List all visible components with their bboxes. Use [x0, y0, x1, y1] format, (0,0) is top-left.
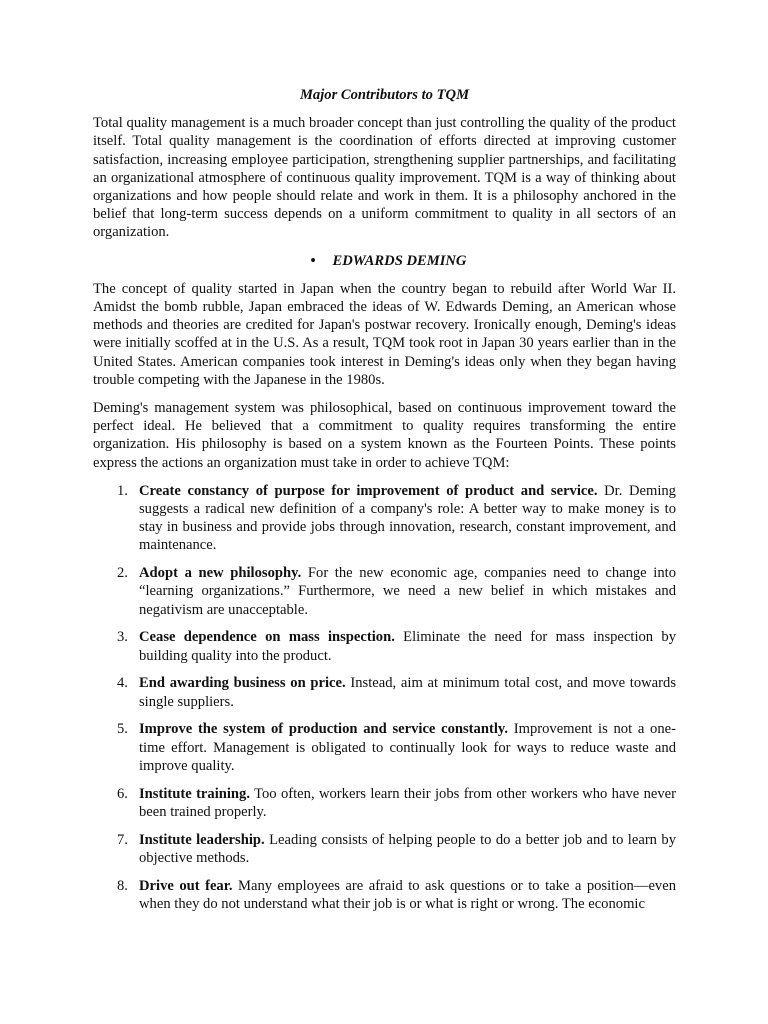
- list-item-text: [139, 720, 676, 775]
- list-item-text: [139, 674, 676, 710]
- list-item-lead: Institute leadership.: [139, 831, 265, 848]
- list-item: [93, 831, 676, 867]
- deming-paragraph-2: Deming's management system was philosophical, based on continuous improvement toward the perfect ideal. He believed that a commitment to quality requires transforming the entire organization. His philosophy is based on a system known as the Fourteen Points. These points express the actions an organization must take in order to achieve TQM:: [93, 400, 676, 471]
- list-item-number: 3.: [117, 629, 128, 646]
- list-item-lead: Adopt a new philosophy.: [139, 565, 302, 582]
- list-item-body: Instead, aim at minimum total cost, and move towards single suppliers.: [139, 675, 676, 710]
- list-item-text: [139, 564, 676, 619]
- list-item-body: Eliminate the need for mass inspection by building quality into the product.: [139, 629, 677, 664]
- list-item-text: [139, 877, 676, 913]
- list-item-text: [139, 628, 676, 664]
- list-item-number: 7.: [117, 831, 128, 848]
- section-heading-text: EDWARDS DEMING: [332, 252, 467, 269]
- list-item-text: [139, 785, 676, 821]
- section-heading: [93, 252, 676, 270]
- list-item-number: 4.: [117, 675, 128, 692]
- bullet-icon: •: [310, 252, 316, 269]
- list-item-text: [139, 482, 676, 555]
- list-item-lead: Create constancy of purpose for improvement of product and service.: [139, 482, 598, 499]
- fourteen-points-list: [93, 482, 676, 913]
- list-item-lead: Drive out fear.: [139, 877, 233, 894]
- list-item-lead: Institute training.: [139, 785, 250, 802]
- page-title: Major Contributors to TQM: [299, 87, 470, 103]
- list-item-body: Dr. Deming suggests a radical new definition of a company's role: A better way to make money is to stay in business and provide jobs through innovation, research, constant improvement, and maintenance.: [139, 482, 676, 554]
- list-item: [93, 877, 676, 913]
- list-item: [93, 720, 676, 775]
- list-item-body: Improvement is not a one-time effort. Management is obligated to continually look for ways to reduce waste and improve quality.: [139, 721, 676, 774]
- list-item: [93, 564, 676, 619]
- list-item-body: For the new economic age, companies need to change into “learning organizations.” Furthermore, we need a new belief in which mistakes and negativism are unacceptable.: [139, 565, 676, 618]
- list-item-text: [139, 831, 676, 867]
- list-item-number: 6.: [117, 785, 128, 802]
- list-item-number: 2.: [117, 565, 128, 582]
- list-item-lead: Cease dependence on mass inspection.: [139, 629, 395, 646]
- intro-paragraph: Total quality management is a much broader concept than just controlling the quality of the product itself. Total quality management is the coordination of efforts directed at improving customer satisfaction, increasing employee participation, strengthening supplier partnerships, and facilitating an organizational atmosphere of continuous quality improvement. TQM is a way of thinking about organizations and how people should relate and work in them. It is a philosophy anchored in the belief that long-term success depends on a uniform commitment to quality in all sectors of an organization.: [93, 115, 676, 241]
- list-item: [93, 628, 676, 664]
- list-item-body: Too often, workers learn their jobs from other workers who have never been trained properly.: [139, 785, 676, 820]
- list-item-body: Leading consists of helping people to do a better job and to learn by objective methods.: [139, 831, 676, 866]
- list-item-lead: Improve the system of production and service constantly.: [139, 721, 509, 738]
- list-item: [93, 785, 676, 821]
- list-item-body: Many employees are afraid to ask questions or to take a position—even when they do not understand what their job is or what is right or wrong. The economic: [139, 877, 677, 912]
- deming-paragraph-1: The concept of quality started in Japan when the country began to rebuild after World War II. Amidst the bomb rubble, Japan embraced the ideas of W. Edwards Deming, an American whose methods and theories are credited for Japan's postwar recovery. Ironically enough, Deming's ideas were initially scoffed at in the U.S. As a result, TQM took root in Japan 30 years earlier than in the United States. American companies took interest in Deming's ideas only when they began having trouble competing with the Japanese in the 1980s.: [93, 280, 676, 388]
- list-item-number: 1.: [117, 482, 128, 499]
- list-item-lead: End awarding business on price.: [139, 675, 346, 692]
- list-item: [93, 674, 676, 710]
- list-item-number: 8.: [117, 877, 128, 894]
- list-item: [93, 482, 676, 555]
- list-item-number: 5.: [117, 721, 128, 738]
